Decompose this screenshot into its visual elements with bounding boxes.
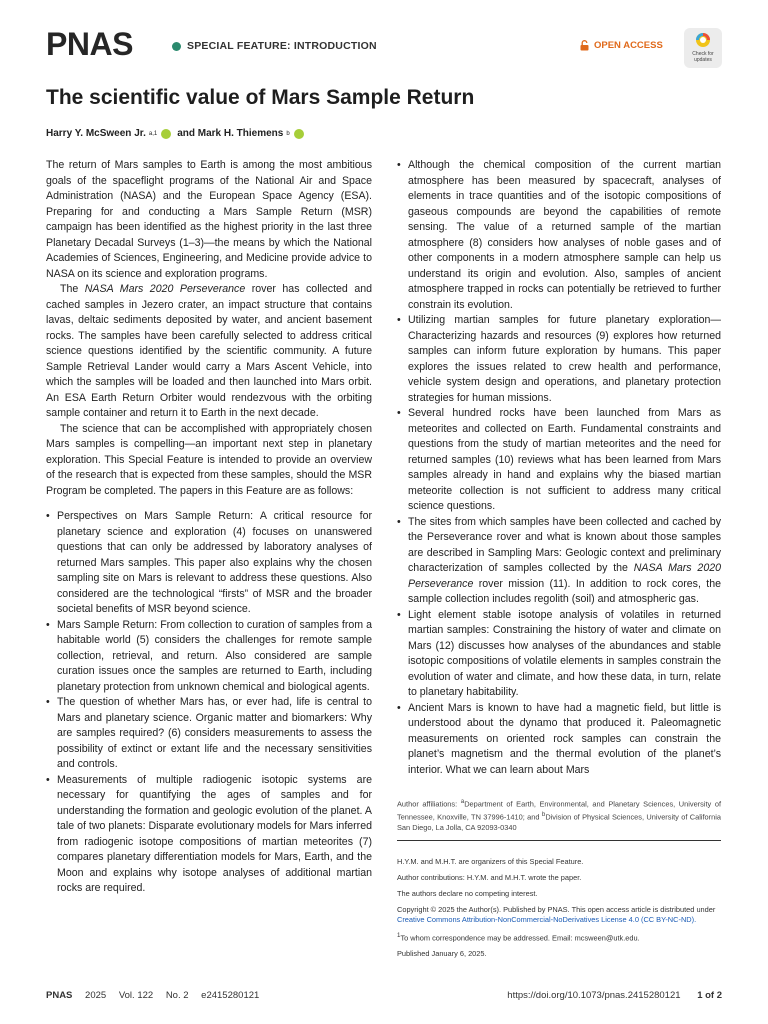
copyright-note: Copyright © 2025 the Author(s). Published by PNAS. This open access article is distributed under Creative Commons Attribution-NonCommercial-NoDerivatives License 4.0 (CC BY-NC-ND).: [397, 905, 716, 924]
orcid-icon[interactable]: [161, 129, 171, 139]
list-item: • Perspectives on Mars Sample Return: A critical resource for planetary science and exploration (4) focuses on unanswered questions that can only be addressed by laboratory analyses of returned Mars samples. This paper also explains why the chosen sampling site on Mars is relevant to address these questions. Also considered are the technological “firsts” of MSR and the broader societal benefits of MSR beyond science.: [46, 509, 372, 618]
organizers-note: H.Y.M. and M.H.T. are organizers of this Special Feature.: [397, 857, 584, 866]
intro-paragraph: The return of Mars samples to Earth is among the most ambitious goals of the spaceflight programs of the National Air and Space Administration (NASA) and the European Space Agency (ESA). Preparing for and conducting a Mars Sample Return (MSR) campaign has been identified as the highest priority in the last three Planetary Decadal Surveys (1–3)—the means by which the National Academies of Sciences, Engineering, and Medicine provide advice to NASA on its science and exploration programs.: [46, 159, 372, 280]
correspondence-note: $^1$To whom correspondence may be addressed. Email: mcsween@utk.edu.: [397, 932, 640, 943]
published-date: Published January 6, 2025.: [397, 949, 487, 959]
author-2-affil: b: [286, 130, 290, 137]
license-link[interactable]: Creative Commons Attribution-NonCommercial-NoDerivatives License 4.0 (CC BY-NC-ND).: [397, 915, 697, 924]
doi-link[interactable]: https://doi.org/10.1073/pnas.2415280121: [507, 990, 681, 1001]
papers-list-left: [46, 509, 372, 897]
list-item: • Several hundred rocks have been launched from Mars as meteorites and collected on Earth. Fundamental constraints and questions from the study of martian meteorites and the need for returned samples (10) reviews what has been learned from Mars samples already in hand and explains why the biased martian meteorite collection is not sufficient to address many critical science questions.: [397, 406, 721, 515]
papers-list-right: [397, 158, 721, 778]
orcid-icon[interactable]: [294, 129, 304, 139]
author-1-name[interactable]: Harry Y. McSween Jr.: [46, 128, 146, 139]
list-item: • The sites from which samples have been collected and cached by the Perseverance rover and what is known about those samples are described in Sampling Mars: Geologic context and preliminary characterization of samples collected by the NASA Mars 2020 Perseverance rover mission (11). In addition to rock cores, the sample collection includes regolith (soil) and atmospheric gas.: [397, 515, 721, 608]
list-item: • Ancient Mars is known to have had a magnetic field, but little is understood about the dynamo that produced it. Paleomagnetic measurements on oriented rock samples can constrain the planet’s magnetism and the thermal evolution of the planet’s interior. What we can learn about Mars: [397, 701, 721, 779]
footer-article-id: e2415280121: [201, 990, 260, 1001]
footnote-divider: [397, 840, 721, 841]
contributions-note: Author contributions: H.Y.M. and M.H.T. wrote the paper.: [397, 873, 582, 882]
author-line: [46, 128, 307, 139]
special-feature-label: [172, 40, 377, 52]
overview-paragraph: The science that can be accomplished with appropriately chosen Mars samples is compelling—an important next step in planetary exploration. This Special Feature is intended to provide an overview of the research that is expected from these samples, should the MSR Program be completed. The papers in this Feature are as follows:: [46, 422, 372, 497]
feature-dot-icon: [172, 42, 181, 51]
check-for-updates-badge[interactable]: [684, 28, 722, 68]
author-1-affil: a,1: [148, 130, 158, 137]
open-access-text: OPEN ACCESS: [594, 40, 663, 51]
left-column: [46, 158, 372, 897]
check-updates-text: Check for updates: [692, 51, 714, 63]
author-2-name[interactable]: and Mark H. Thiemens: [177, 128, 284, 139]
citation-info: [46, 990, 269, 1001]
list-item: • Although the chemical composition of the current martian atmosphere has been measured by spacecraft, analyses of elements in trace quantities and of the isotopic compositions of gaseous compounds are beyond the capabilities of remote sensing. The value of a returned sample of the martian atmosphere (8) considers how analyses of noble gases and of other components in a modern atmosphere sample can help us understand its origin and evolution. Also, samples of ancient atmosphere trapped in rocks can potentially be retrieved to further constrain its evolution.: [397, 158, 721, 313]
open-access-badge[interactable]: [580, 40, 663, 51]
list-item: • Measurements of multiple radiogenic isotopic systems are necessary for quantifying the ages of samples and for understanding the formation and geologic evolution of the planet. A tale of two planets: Disparate evolutionary models for Mars inferred from radiogenic isotope compositions of martian meteorites (7) compares planetary differentiation models for Mars, Earth, and the Moon and explains why isotope analyses of additional martian rocks are required.: [46, 773, 372, 897]
perseverance-paragraph: The NASA Mars 2020 Perseverance rover has collected and cached samples in Jezero crater, an impact structure that contains lavas, deltaic sediments deposited by water, and ancient basement rocks. The samples have been carefully selected to address critical science questions identified by the scientific community. A future Sample Retrieval Lander would carry a Mars Ascent Vehicle, into which the samples will be loaded and then launched into Mars orbit. An ESA Earth Return Orbiter would rendezvous with the orbiting sample container and return it to Earth in the next decade.: [46, 283, 372, 419]
update-ribbon-icon: [693, 31, 713, 51]
footer-number: No. 2: [165, 990, 189, 1001]
journal-logo[interactable]: PNAS: [46, 26, 133, 62]
footer-year: 2025: [85, 990, 107, 1001]
page-footer: [46, 990, 722, 1001]
footer-volume: Vol. 122: [118, 990, 154, 1001]
list-item: • Light element stable isotope analysis of volatiles in returned martian samples: Constraining the history of water and climate on Mars (12) discusses how analyses of the abundances and stable isotopic compositions of volatile elements in samples constrain the evolution of water and climate, and how these data, in turn, relate to planetary habitability.: [397, 608, 721, 701]
list-item: • The question of whether Mars has, or ever had, life is central to Mars and planetary science. Organic matter and biomarkers: Why are samples required? (6) considers measurements to assess the possibility of extinct or extant life and the necessary sensitivities and controls.: [46, 695, 372, 773]
competing-interest-note: The authors declare no competing interest.: [397, 889, 538, 898]
article-title: The scientific value of Mars Sample Return: [46, 86, 475, 109]
open-lock-icon: [580, 40, 589, 51]
page-number: 1 of 2: [697, 990, 722, 1001]
footer-journal: PNAS: [46, 990, 73, 1001]
footnotes: [397, 857, 727, 965]
list-item: • Mars Sample Return: From collection to curation of samples from a habitable world (5) considers the challenges for remote sample collection, retrieval, and return. Also considered are sample curation issues once the samples are returned to Earth, including planetary protection from unknown chemical and biological agents.: [46, 618, 372, 696]
author-affiliations: Author affiliations: $^a$Department of Earth, Environmental, and Planetary Sciences, University of Tennessee, Knoxville, TN 37996-1410; and $^b$Division of Physical Sciences, University of California San Diego, La Jolla, CA 92093-0340: [397, 798, 721, 832]
doi-and-page: [507, 990, 722, 1001]
feature-text: SPECIAL FEATURE: INTRODUCTION: [187, 40, 377, 52]
list-item: • Utilizing martian samples for future planetary exploration—Characterizing hazards and resources (9) explores how returned samples can inform future exploration by humans. This paper explores the issues related to crew health and performance, vehicle system design and operations, and planetary protection strategies for human missions.: [397, 313, 721, 406]
right-column: [397, 158, 721, 778]
